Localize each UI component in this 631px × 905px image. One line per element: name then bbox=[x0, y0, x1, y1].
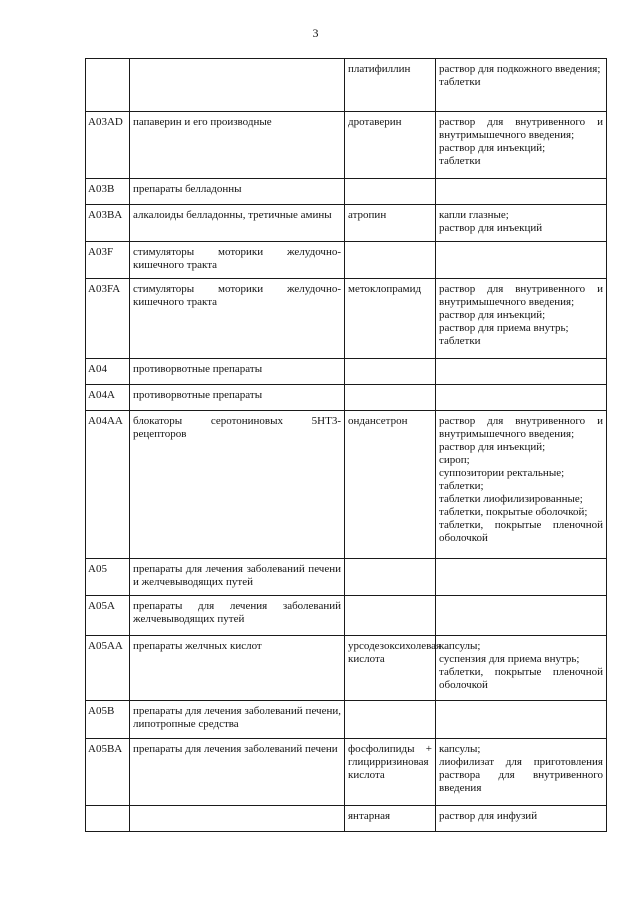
table-row bbox=[86, 385, 607, 411]
pharmacological-group: папаверин и его производные bbox=[130, 112, 345, 179]
active-substance bbox=[345, 385, 436, 411]
pharmacological-group: препараты для лечения заболеваний печени и желчевыводящих путей bbox=[130, 559, 345, 596]
dosage-form: раствор для инъекций bbox=[439, 222, 543, 234]
pharmacological-group: алкалоиды белладонны, третичные амины bbox=[130, 205, 345, 242]
pharmacological-group: препараты для лечения заболеваний печени, липотропные средства bbox=[130, 701, 345, 739]
table-row bbox=[86, 359, 607, 385]
dosage-form: раствор для приема внутрь; bbox=[439, 322, 569, 334]
drug-table bbox=[85, 58, 607, 832]
dosage-forms bbox=[436, 179, 607, 205]
dosage-forms bbox=[436, 59, 607, 112]
dosage-forms bbox=[436, 806, 607, 832]
dosage-form: таблетки, покрытые пленочной оболочкой bbox=[439, 666, 603, 691]
dosage-form: лиофилизат для приготовления раствора для внутривенного введения bbox=[439, 756, 603, 794]
dosage-form: капли глазные; bbox=[439, 209, 509, 221]
table-row bbox=[86, 739, 607, 806]
dosage-forms bbox=[436, 559, 607, 596]
pharmacological-group bbox=[130, 806, 345, 832]
dosage-forms bbox=[436, 279, 607, 359]
atc-code: A05BA bbox=[86, 739, 130, 806]
active-substance bbox=[345, 596, 436, 636]
pharmacological-group: препараты белладонны bbox=[130, 179, 345, 205]
dosage-form: таблетки, покрытые пленочной оболочкой bbox=[439, 519, 603, 544]
active-substance bbox=[345, 179, 436, 205]
pharmacological-group: препараты для лечения заболеваний печени bbox=[130, 739, 345, 806]
dosage-form: таблетки; bbox=[439, 480, 484, 492]
dosage-forms bbox=[436, 596, 607, 636]
active-substance: дротаверин bbox=[345, 112, 436, 179]
dosage-forms bbox=[436, 636, 607, 701]
table-row bbox=[86, 205, 607, 242]
table-row bbox=[86, 636, 607, 701]
atc-code: A03FA bbox=[86, 279, 130, 359]
dosage-form: капсулы; bbox=[439, 743, 481, 755]
atc-code: A04A bbox=[86, 385, 130, 411]
atc-code bbox=[86, 59, 130, 112]
pharmacological-group: препараты желчных кислот bbox=[130, 636, 345, 701]
dosage-form: таблетки лиофилизированные; bbox=[439, 493, 583, 505]
dosage-forms bbox=[436, 205, 607, 242]
active-substance: янтарная bbox=[345, 806, 436, 832]
dosage-forms bbox=[436, 739, 607, 806]
table-row bbox=[86, 242, 607, 279]
dosage-forms bbox=[436, 242, 607, 279]
table-row bbox=[86, 279, 607, 359]
dosage-form: раствор для инъекций; bbox=[439, 309, 546, 321]
pharmacological-group bbox=[130, 59, 345, 112]
dosage-form: суспензия для приема внутрь; bbox=[439, 653, 580, 665]
atc-code: A03B bbox=[86, 179, 130, 205]
dosage-forms bbox=[436, 359, 607, 385]
table-row bbox=[86, 112, 607, 179]
atc-code: A05AA bbox=[86, 636, 130, 701]
dosage-forms bbox=[436, 112, 607, 179]
dosage-form: раствор для внутривенного и внутримышечного введения; bbox=[439, 116, 603, 141]
pharmacological-group: стимуляторы моторики желудочно-кишечного тракта bbox=[130, 242, 345, 279]
active-substance: фосфолипиды + глицирризиновая кислота bbox=[345, 739, 436, 806]
atc-code: A05B bbox=[86, 701, 130, 739]
dosage-form: раствор для инъекций; bbox=[439, 441, 546, 453]
pharmacological-group: препараты для лечения заболеваний желчевыводящих путей bbox=[130, 596, 345, 636]
table-row bbox=[86, 559, 607, 596]
dosage-form: таблетки, покрытые оболочкой; bbox=[439, 506, 588, 518]
table-row bbox=[86, 806, 607, 832]
active-substance: платифиллин bbox=[345, 59, 436, 112]
active-substance bbox=[345, 242, 436, 279]
dosage-form: сироп; bbox=[439, 454, 470, 466]
atc-code: A05 bbox=[86, 559, 130, 596]
active-substance: ондансетрон bbox=[345, 411, 436, 559]
atc-code: A03BA bbox=[86, 205, 130, 242]
active-substance bbox=[345, 701, 436, 739]
pharmacological-group: стимуляторы моторики желудочно-кишечного тракта bbox=[130, 279, 345, 359]
dosage-form: раствор для внутривенного и внутримышечного введения; bbox=[439, 283, 603, 308]
pharmacological-group: противорвотные препараты bbox=[130, 385, 345, 411]
pharmacological-group: блокаторы серотониновых 5HT3-рецепторов bbox=[130, 411, 345, 559]
dosage-form: таблетки bbox=[439, 335, 481, 347]
active-substance bbox=[345, 559, 436, 596]
atc-code: A05A bbox=[86, 596, 130, 636]
dosage-form: суппозитории ректальные; bbox=[439, 467, 565, 479]
active-substance: урсодезоксихолевая кислота bbox=[345, 636, 436, 701]
atc-code: A03AD bbox=[86, 112, 130, 179]
dosage-forms bbox=[436, 701, 607, 739]
active-substance bbox=[345, 359, 436, 385]
dosage-form: раствор для подкожного введения; bbox=[439, 63, 601, 75]
active-substance: атропин bbox=[345, 205, 436, 242]
dosage-form: раствор для инъекций; bbox=[439, 142, 546, 154]
dosage-form: капсулы; bbox=[439, 640, 481, 652]
dosage-form: таблетки bbox=[439, 76, 481, 88]
atc-code: A04 bbox=[86, 359, 130, 385]
page-number: 3 bbox=[312, 26, 319, 40]
table-row bbox=[86, 411, 607, 559]
atc-code: A03F bbox=[86, 242, 130, 279]
table-row bbox=[86, 179, 607, 205]
atc-code bbox=[86, 806, 130, 832]
atc-code: A04AA bbox=[86, 411, 130, 559]
table-row bbox=[86, 596, 607, 636]
table-row bbox=[86, 59, 607, 112]
table-row bbox=[86, 701, 607, 739]
active-substance: метоклопрамид bbox=[345, 279, 436, 359]
dosage-form: раствор для инфузий bbox=[439, 810, 538, 822]
dosage-form: таблетки bbox=[439, 155, 481, 167]
pharmacological-group: противорвотные препараты bbox=[130, 359, 345, 385]
dosage-forms bbox=[436, 411, 607, 559]
dosage-forms bbox=[436, 385, 607, 411]
dosage-form: раствор для внутривенного и внутримышечного введения; bbox=[439, 415, 603, 440]
